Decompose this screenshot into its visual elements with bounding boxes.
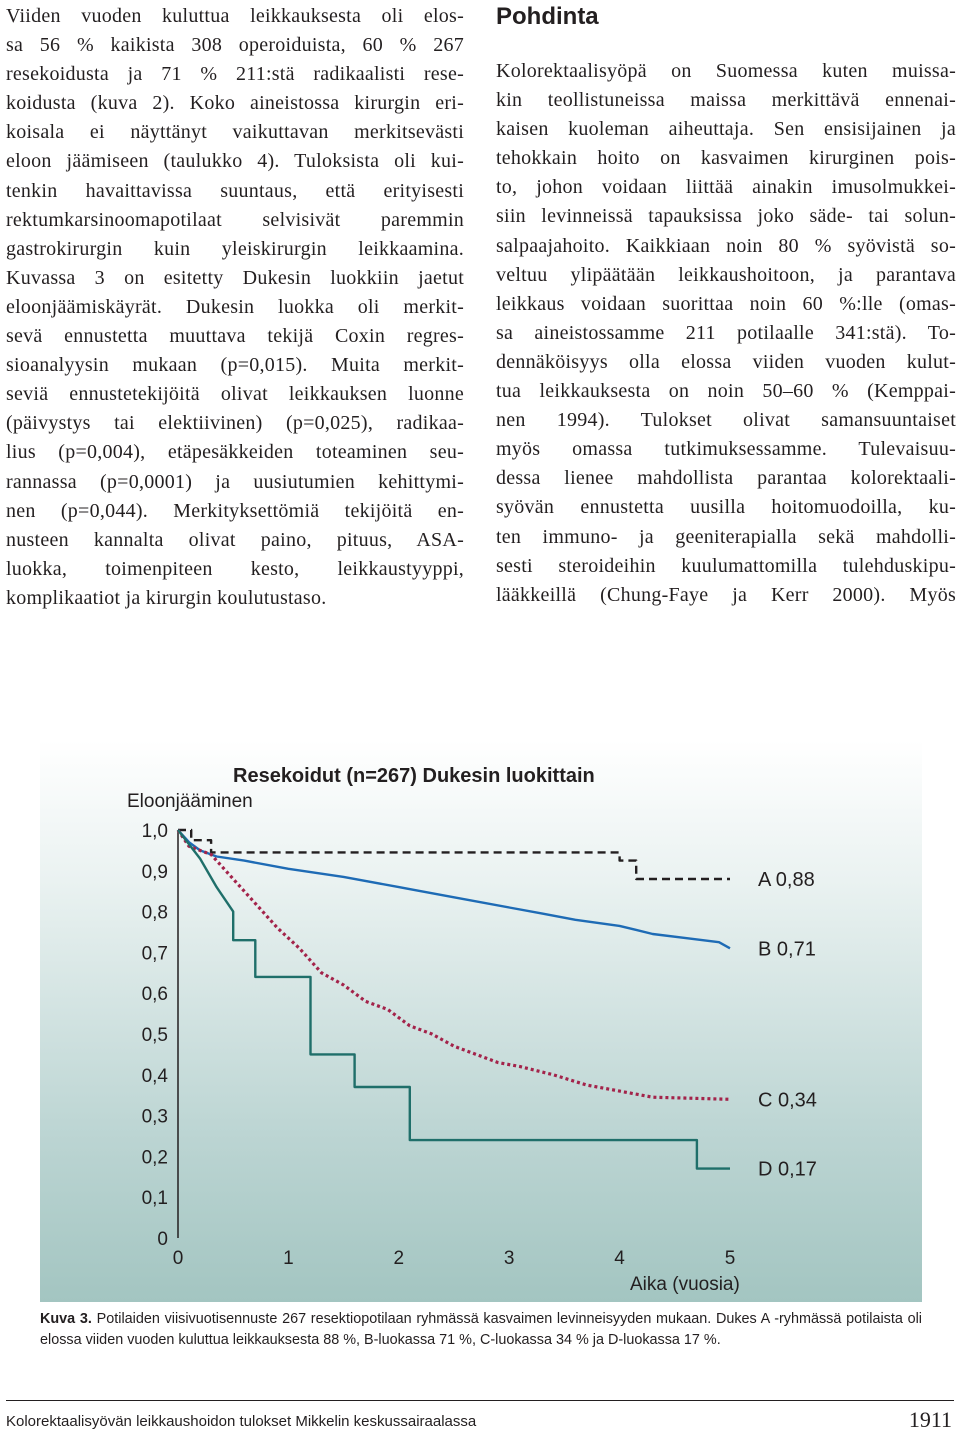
caption-text: Potilaiden viisivuotisennuste 267 resektiopotilaan ryhmässä kasvaimen levinneisyyden mukaan. Dukes A -ryhmässä potilaista oli elossa viiden vuoden kuluttua leikkauksesta 88 %, B-luokassa 71 %, C-luokassa 34 % ja D-luokassa 17 %. [40,1311,922,1348]
text-line: leikkaus voidaan suorittaa noin 60 %:lle (omas- [496,292,956,315]
x-tick-label: 5 [724,1248,736,1269]
text-line: ten immuno- ja geeniterapialla sekä mahdolli- [496,525,956,548]
text-line: sioanalyysin mukaan (p=0,015). Muita merkit- [6,354,464,377]
y-tick-label: 0,2 [141,1147,168,1169]
series-line-3 [178,830,730,1169]
text-line: sa aineistossamme 211 potilaalle 341:stä). To- [496,321,956,344]
x-axis-label: Aika (vuosia) [630,1274,740,1295]
y-tick-label: 1,0 [141,821,168,842]
text-line: sesti steroideihin kuulumattomilla tulehduskipu- [496,554,956,577]
series-line-1 [178,830,730,948]
x-tick-label: 1 [283,1248,294,1269]
text-line: kaisen kuoleman aiheuttaja. Sen ensisijainen ja [496,118,956,141]
text-line: koisala ei näyttänyt vaikuttavan merkitsevästi [6,121,464,144]
text-line: nusteen kannalta olivat paino, pituus, ASA- [6,528,464,551]
section-heading: Pohdinta [496,3,599,30]
text-line: komplikaatiot ja kirurgin koulutustaso. [6,586,327,609]
y-tick-label: 0,8 [141,902,168,924]
text-line: rektumkarsinoomapotilaat selvisivät paremmin [6,208,464,231]
caption-label: Kuva 3. [40,1311,92,1327]
x-tick-label: 3 [503,1248,515,1269]
text-line: (päivystys tai elektiivinen) (p=0,025), radikaa- [6,412,464,435]
text-line: lius (p=0,004), etäpesäkkeiden toteaminen seu- [6,441,464,464]
figure-caption [40,1309,922,1351]
text-line: tehokkain hoito on kasvaimen kirurginen pois- [496,147,956,170]
right-text-column [496,2,956,610]
y-tick-label: 0 [157,1229,168,1250]
text-line: lääkkeillä (Chung-Faye ja Kerr 2000). Myös [496,583,956,606]
series-end-label: D 0,17 [758,1158,817,1181]
y-tick-label: 0,1 [141,1188,168,1210]
text-line: syövän ennustetta uusilla hoitomuodoilla, ku- [496,496,956,519]
y-tick-label: 0,6 [141,984,168,1006]
text-line: resekoidusta ja 71 % 211:stä radikaalisti rese- [6,63,464,86]
y-tick-label: 0,4 [141,1065,168,1087]
x-tick-label: 2 [393,1248,405,1269]
series-end-label: C 0,34 [758,1089,817,1112]
chart-title: Resekoidut (n=267) Dukesin luokittain [233,765,595,787]
y-tick-label: 0,7 [141,943,168,965]
series-end-label: B 0,71 [758,938,816,961]
y-tick-label: 0,5 [141,1025,168,1046]
text-line: veltuu ylipäätään leikkaushoitoon, ja parantava [496,263,956,286]
text-line: nen (p=0,044). Merkityksettömiä tekijöitä en- [6,499,464,522]
text-line: rannassa (p=0,0001) ja uusiutumien kehittymi- [6,470,464,493]
figure-panel [40,740,922,1302]
text-line: salpaajahoito. Kaikkiaan noin 80 % syövistä so- [496,234,956,257]
y-axis-label: Eloonjääminen [127,791,253,812]
text-line: tenkin havaittavissa suuntaus, että erityisesti [6,179,464,202]
text-line: eloon jäämiseen (taulukko 4). Tuloksista oli kui- [6,150,464,173]
text-line: eloonjäämiskäyrät. Dukesin luokka oli merkit- [6,295,464,318]
survival-chart [40,740,922,1302]
right-text-body [496,57,956,610]
text-line: luokka, toimenpiteen kesto, leikkaustyyppi, [6,557,464,580]
text-line: koidusta (kuva 2). Koko aineistossa kirurgin eri- [6,92,464,115]
text-line: kin teollistuneissa maissa merkittävä ennenai- [496,89,956,112]
text-line: tua leikkauksesta on noin 50–60 % (Kemppai- [496,380,956,403]
text-line: Kuvassa 3 on esitetty Dukesin luokkiin jaetut [6,266,464,289]
series-line-2 [178,830,730,1099]
text-line: gastrokirurgin kuin yleiskirurgin leikkaamina. [6,237,464,260]
text-line: dessa lienee mahdollista parantaa kolorektaali- [496,467,956,490]
footer-rule [6,1400,954,1401]
text-line: seviä ennustetekijöitä olivat leikkauksen luonne [6,383,464,406]
x-tick-label: 4 [614,1248,625,1269]
left-text-column [6,2,464,613]
series-line-0 [178,830,730,879]
running-title: Kolorektaalisyövän leikkaushoidon tulokset Mikkelin keskussairaalassa [6,1413,477,1430]
text-line: Kolorektaalisyöpä on Suomessa kuten muissa- [496,60,956,82]
series-end-label: A 0,88 [758,868,815,891]
y-tick-label: 0,3 [141,1106,168,1128]
text-line: sevä ennustetta muuttava tekijä Coxin regres- [6,325,464,348]
text-line: to, johon voidaan liittää ainakin imusolmukkei- [496,176,956,199]
x-tick-label: 0 [172,1248,184,1269]
text-line: myös omassa tutkimuksessamme. Tulevaisuu- [496,438,956,461]
text-line: nen 1994). Tulokset olivat samansuuntaiset [496,409,956,432]
page-number: 1911 [908,1407,952,1432]
text-line: dennäköisyys olla elossa viiden vuoden kulut- [496,350,956,373]
text-line: sa 56 % kaikista 308 operoiduista, 60 % 267 [6,34,464,57]
text-line: siin levinneissä tapauksissa joko säde- tai solun- [496,205,956,228]
text-line: Viiden vuoden kuluttua leikkauksesta oli elos- [6,5,464,27]
y-tick-label: 0,9 [141,861,168,883]
